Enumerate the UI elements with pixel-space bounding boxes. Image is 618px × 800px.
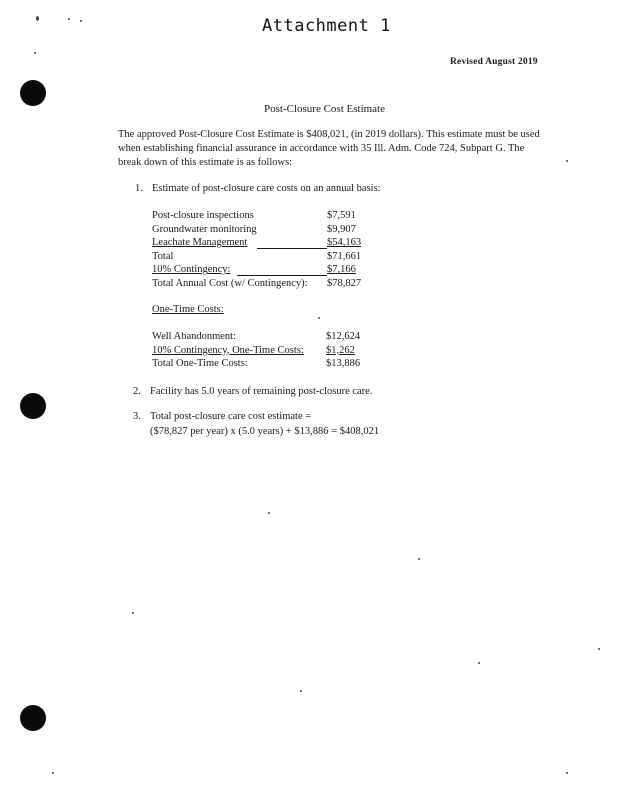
scan-speck: [36, 16, 39, 21]
cost-row-contingency: [152, 263, 372, 277]
cost-value: $7,166: [327, 264, 356, 276]
cost-row-well-abandonment: [152, 330, 372, 344]
cost-label: 10% Contingency, One-Time Costs:: [152, 344, 304, 356]
cost-value: $9,907: [327, 223, 356, 235]
cost-row-total: [152, 250, 372, 264]
cost-row-one-time-total: [152, 357, 372, 371]
cost-label: Total Annual Cost (w/ Contingency):: [152, 277, 308, 289]
binder-hole-middle: [20, 393, 46, 419]
list-item-number: 1.: [135, 183, 143, 194]
scan-speck: [34, 52, 36, 54]
scan-speck: [300, 690, 302, 692]
cost-label: Total: [152, 250, 174, 262]
cost-value: $1,262: [326, 344, 355, 356]
scan-speck: [132, 612, 134, 614]
list-item-number: 3.: [133, 411, 141, 422]
cost-label: Leachate Management: [152, 237, 248, 249]
revision-date: Revised August 2019: [450, 57, 538, 67]
list-item-number: 2.: [133, 386, 141, 397]
cost-label: Total One-Time Costs:: [152, 358, 248, 370]
cost-row-leachate: [152, 236, 372, 250]
cost-row-inspections: [152, 209, 372, 223]
scan-speck: [52, 772, 54, 774]
document-title: Post-Closure Cost Estimate: [264, 103, 385, 115]
scan-speck: [598, 648, 600, 650]
scan-speck: [318, 317, 320, 319]
cost-value: $12,624: [326, 331, 361, 342]
scan-speck: [68, 18, 70, 20]
cost-label: Well Abandonment:: [152, 331, 237, 342]
cost-row-total-annual: [152, 277, 372, 291]
cost-label: 10% Contingency:: [152, 264, 231, 276]
binder-hole-bottom: [20, 705, 46, 731]
one-time-cost-table: [152, 330, 372, 371]
cost-value: $78,827: [327, 277, 362, 289]
scan-speck: [478, 662, 480, 664]
cost-value: $13,886: [326, 358, 361, 370]
scan-speck: [268, 512, 270, 514]
list-item-text: Estimate of post-closure care costs on an annual basis:: [152, 183, 381, 194]
cost-value: $7,591: [327, 210, 356, 221]
scan-speck: [566, 160, 568, 162]
one-time-costs-heading: One-Time Costs:: [152, 304, 224, 315]
cost-label: Post-closure inspections: [152, 210, 254, 221]
list-item-formula: ($78,827 per year) x (5.0 years) + $13,886 = $408,021: [150, 426, 380, 437]
cost-row-groundwater: [152, 223, 372, 237]
list-item-text: Facility has 5.0 years of remaining post-closure care.: [150, 386, 373, 397]
cost-label: Groundwater monitoring: [152, 223, 257, 235]
cost-row-one-time-contingency: [152, 344, 372, 358]
annual-cost-table: [152, 209, 372, 291]
handwritten-attachment-label: Attachment 1: [262, 16, 391, 36]
scan-speck: [418, 558, 420, 560]
binder-hole-top: [20, 80, 46, 106]
list-item-text: Total post-closure care cost estimate =: [150, 411, 312, 422]
scan-speck: [80, 20, 82, 22]
scan-speck: [566, 772, 568, 774]
cost-value: $54,163: [327, 237, 362, 249]
intro-paragraph: The approved Post-Closure Cost Estimate is $408,021, (in 2019 dollars). This estimate must be used when establishing financial assurance in accordance with 35 Ill. Adm. Code 724, Subpart G. The break down of this estimate is as follows:: [118, 129, 540, 168]
cost-value: $71,661: [327, 250, 362, 262]
